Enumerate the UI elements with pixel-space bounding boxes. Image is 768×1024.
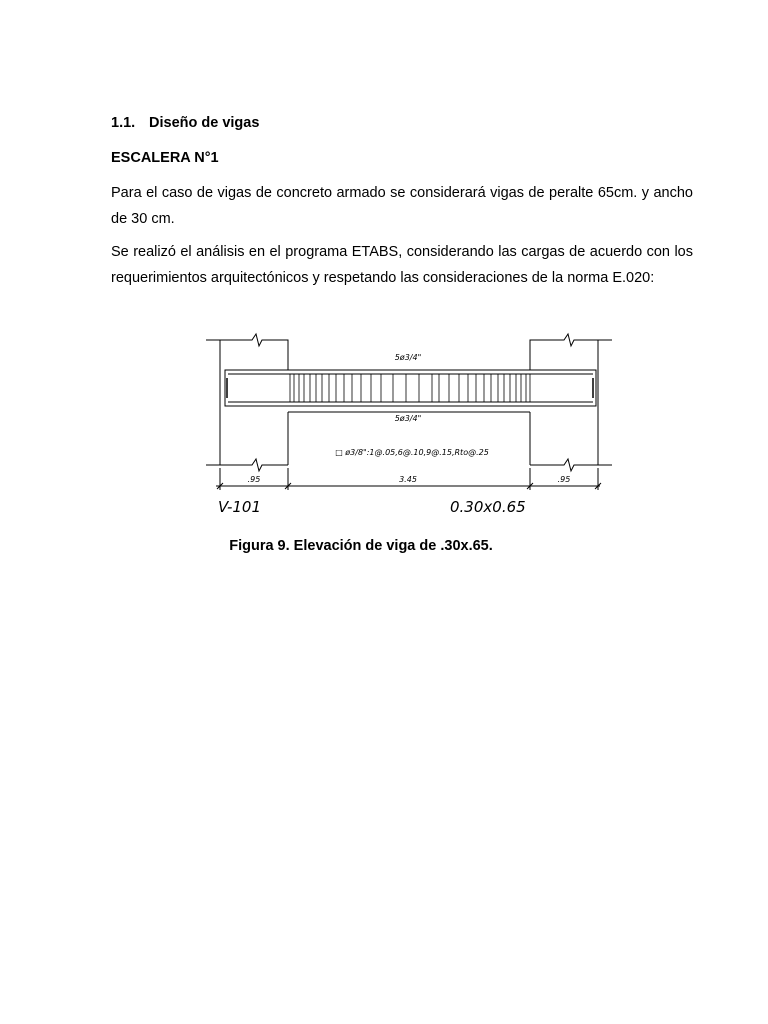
section-title: Diseño de vigas: [149, 115, 260, 131]
top-rebar-label: 5ø3/4": [394, 353, 422, 362]
figure-caption: Figura 9. Elevación de viga de .30x.65.: [229, 538, 493, 554]
paragraph-beam-dimensions: Para el caso de vigas de concreto armado se considerará vigas de peralte 65cm. y ancho de 30 cm.: [111, 185, 693, 227]
right-top-support-line: [530, 334, 612, 364]
dim-right-label: .95: [557, 475, 571, 484]
left-bottom-support-line: [206, 459, 288, 471]
right-bottom-support-line: [530, 459, 612, 471]
paragraph-analysis: Se realizó el análisis en el programa ETABS, considerando las cargas de acuerdo con los requerimientos arquitectónicos y respetando las consideraciones de la norma E.020:: [111, 244, 693, 286]
dim-center-label: 3.45: [399, 475, 417, 484]
beam-elevation-svg: [200, 330, 620, 520]
beam-id-label: V-101: [218, 498, 262, 516]
section-number: 1.1.: [111, 115, 136, 131]
beam-elevation-drawing: [200, 330, 620, 520]
stirrup-lines: [290, 374, 530, 402]
section-heading: [111, 115, 259, 131]
beam-section-label: 0.30x0.65: [450, 498, 526, 516]
subsection-heading: ESCALERA N°1: [111, 150, 219, 166]
beam-outline: [225, 370, 596, 406]
dim-left-label: .95: [247, 475, 261, 484]
bottom-rebar-label: 5ø3/4": [394, 414, 422, 423]
left-top-support-line: [206, 334, 288, 364]
stirrup-spec-label: □ ø3/8":1@.05,6@.10,9@.15,Rto@.25: [335, 448, 489, 457]
